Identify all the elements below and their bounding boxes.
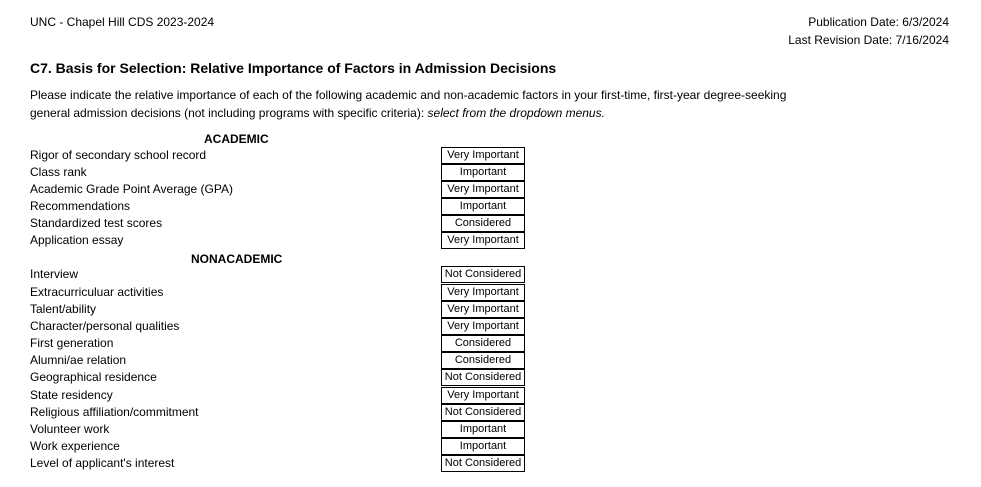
document-header-dates [788, 13, 949, 49]
rating-dropdown[interactable]: Not Considered [441, 455, 525, 472]
factor-label: Extracurriculuar activities [30, 285, 164, 299]
factor-row [30, 266, 530, 283]
rating-dropdown[interactable]: Important [441, 198, 525, 215]
factor-row [30, 438, 530, 455]
factor-row [30, 369, 530, 386]
factor-row [30, 387, 530, 404]
section-intro [30, 86, 790, 122]
intro-instruction: select from the dropdown menus. [427, 106, 605, 120]
last-revision-date: Last Revision Date: 7/16/2024 [788, 33, 949, 47]
factor-label: Standardized test scores [30, 216, 163, 230]
rating-dropdown[interactable]: Very Important [441, 284, 525, 301]
rating-dropdown[interactable]: Considered [441, 215, 525, 232]
rating-dropdown[interactable]: Not Considered [441, 266, 525, 283]
rating-dropdown[interactable]: Considered [441, 352, 525, 369]
rating-dropdown[interactable]: Very Important [441, 232, 525, 249]
factor-label: Application essay [30, 233, 124, 247]
rating-dropdown[interactable]: Very Important [441, 318, 525, 335]
factor-row [30, 318, 530, 335]
rating-dropdown[interactable]: Very Important [441, 387, 525, 404]
factor-label: Recommendations [30, 199, 131, 213]
factor-row [30, 164, 530, 181]
factor-label: Talent/ability [30, 302, 97, 316]
factor-label: First generation [30, 336, 114, 350]
nonacademic-heading: NONACADEMIC [191, 252, 283, 266]
factor-label: State residency [30, 388, 113, 402]
rating-dropdown[interactable]: Not Considered [441, 404, 525, 421]
rating-dropdown[interactable]: Very Important [441, 301, 525, 318]
factor-label: Level of applicant's interest [30, 456, 175, 470]
factor-label: Character/personal qualities [30, 319, 180, 333]
document-header-title: UNC - Chapel Hill CDS 2023-2024 [30, 15, 215, 29]
factor-row [30, 232, 530, 249]
rating-dropdown[interactable]: Very Important [441, 147, 525, 164]
factor-row [30, 284, 530, 301]
factor-row [30, 352, 530, 369]
factor-row [30, 198, 530, 215]
factor-row [30, 335, 530, 352]
intro-text: Please indicate the relative importance of each of the following academic and non-academic factors in your first-time, first-year degree-seeking general admission decisions (not including programs with specific criteria): [30, 88, 787, 120]
section-title: C7. Basis for Selection: Relative Importance of Factors in Admission Decisions [30, 60, 557, 76]
factor-row [30, 215, 530, 232]
academic-heading: ACADEMIC [204, 132, 269, 146]
factor-label: Interview [30, 267, 79, 281]
rating-dropdown[interactable]: Not Considered [441, 369, 525, 386]
factor-label: Volunteer work [30, 422, 110, 436]
factor-label: Class rank [30, 165, 87, 179]
factor-label: Religious affiliation/commitment [30, 405, 199, 419]
factor-label: Alumni/ae relation [30, 353, 127, 367]
factor-row [30, 404, 530, 421]
factor-row [30, 301, 530, 318]
factor-label: Academic Grade Point Average (GPA) [30, 182, 233, 196]
publication-date: Publication Date: 6/3/2024 [808, 15, 949, 29]
factor-row [30, 147, 530, 164]
rating-dropdown[interactable]: Important [441, 438, 525, 455]
factor-row [30, 421, 530, 438]
rating-dropdown[interactable]: Considered [441, 335, 525, 352]
rating-dropdown[interactable]: Important [441, 164, 525, 181]
rating-dropdown[interactable]: Very Important [441, 181, 525, 198]
factor-row [30, 455, 530, 472]
factor-row [30, 181, 530, 198]
rating-dropdown[interactable]: Important [441, 421, 525, 438]
factor-label: Rigor of secondary school record [30, 148, 207, 162]
factor-label: Geographical residence [30, 370, 157, 384]
factor-label: Work experience [30, 439, 120, 453]
